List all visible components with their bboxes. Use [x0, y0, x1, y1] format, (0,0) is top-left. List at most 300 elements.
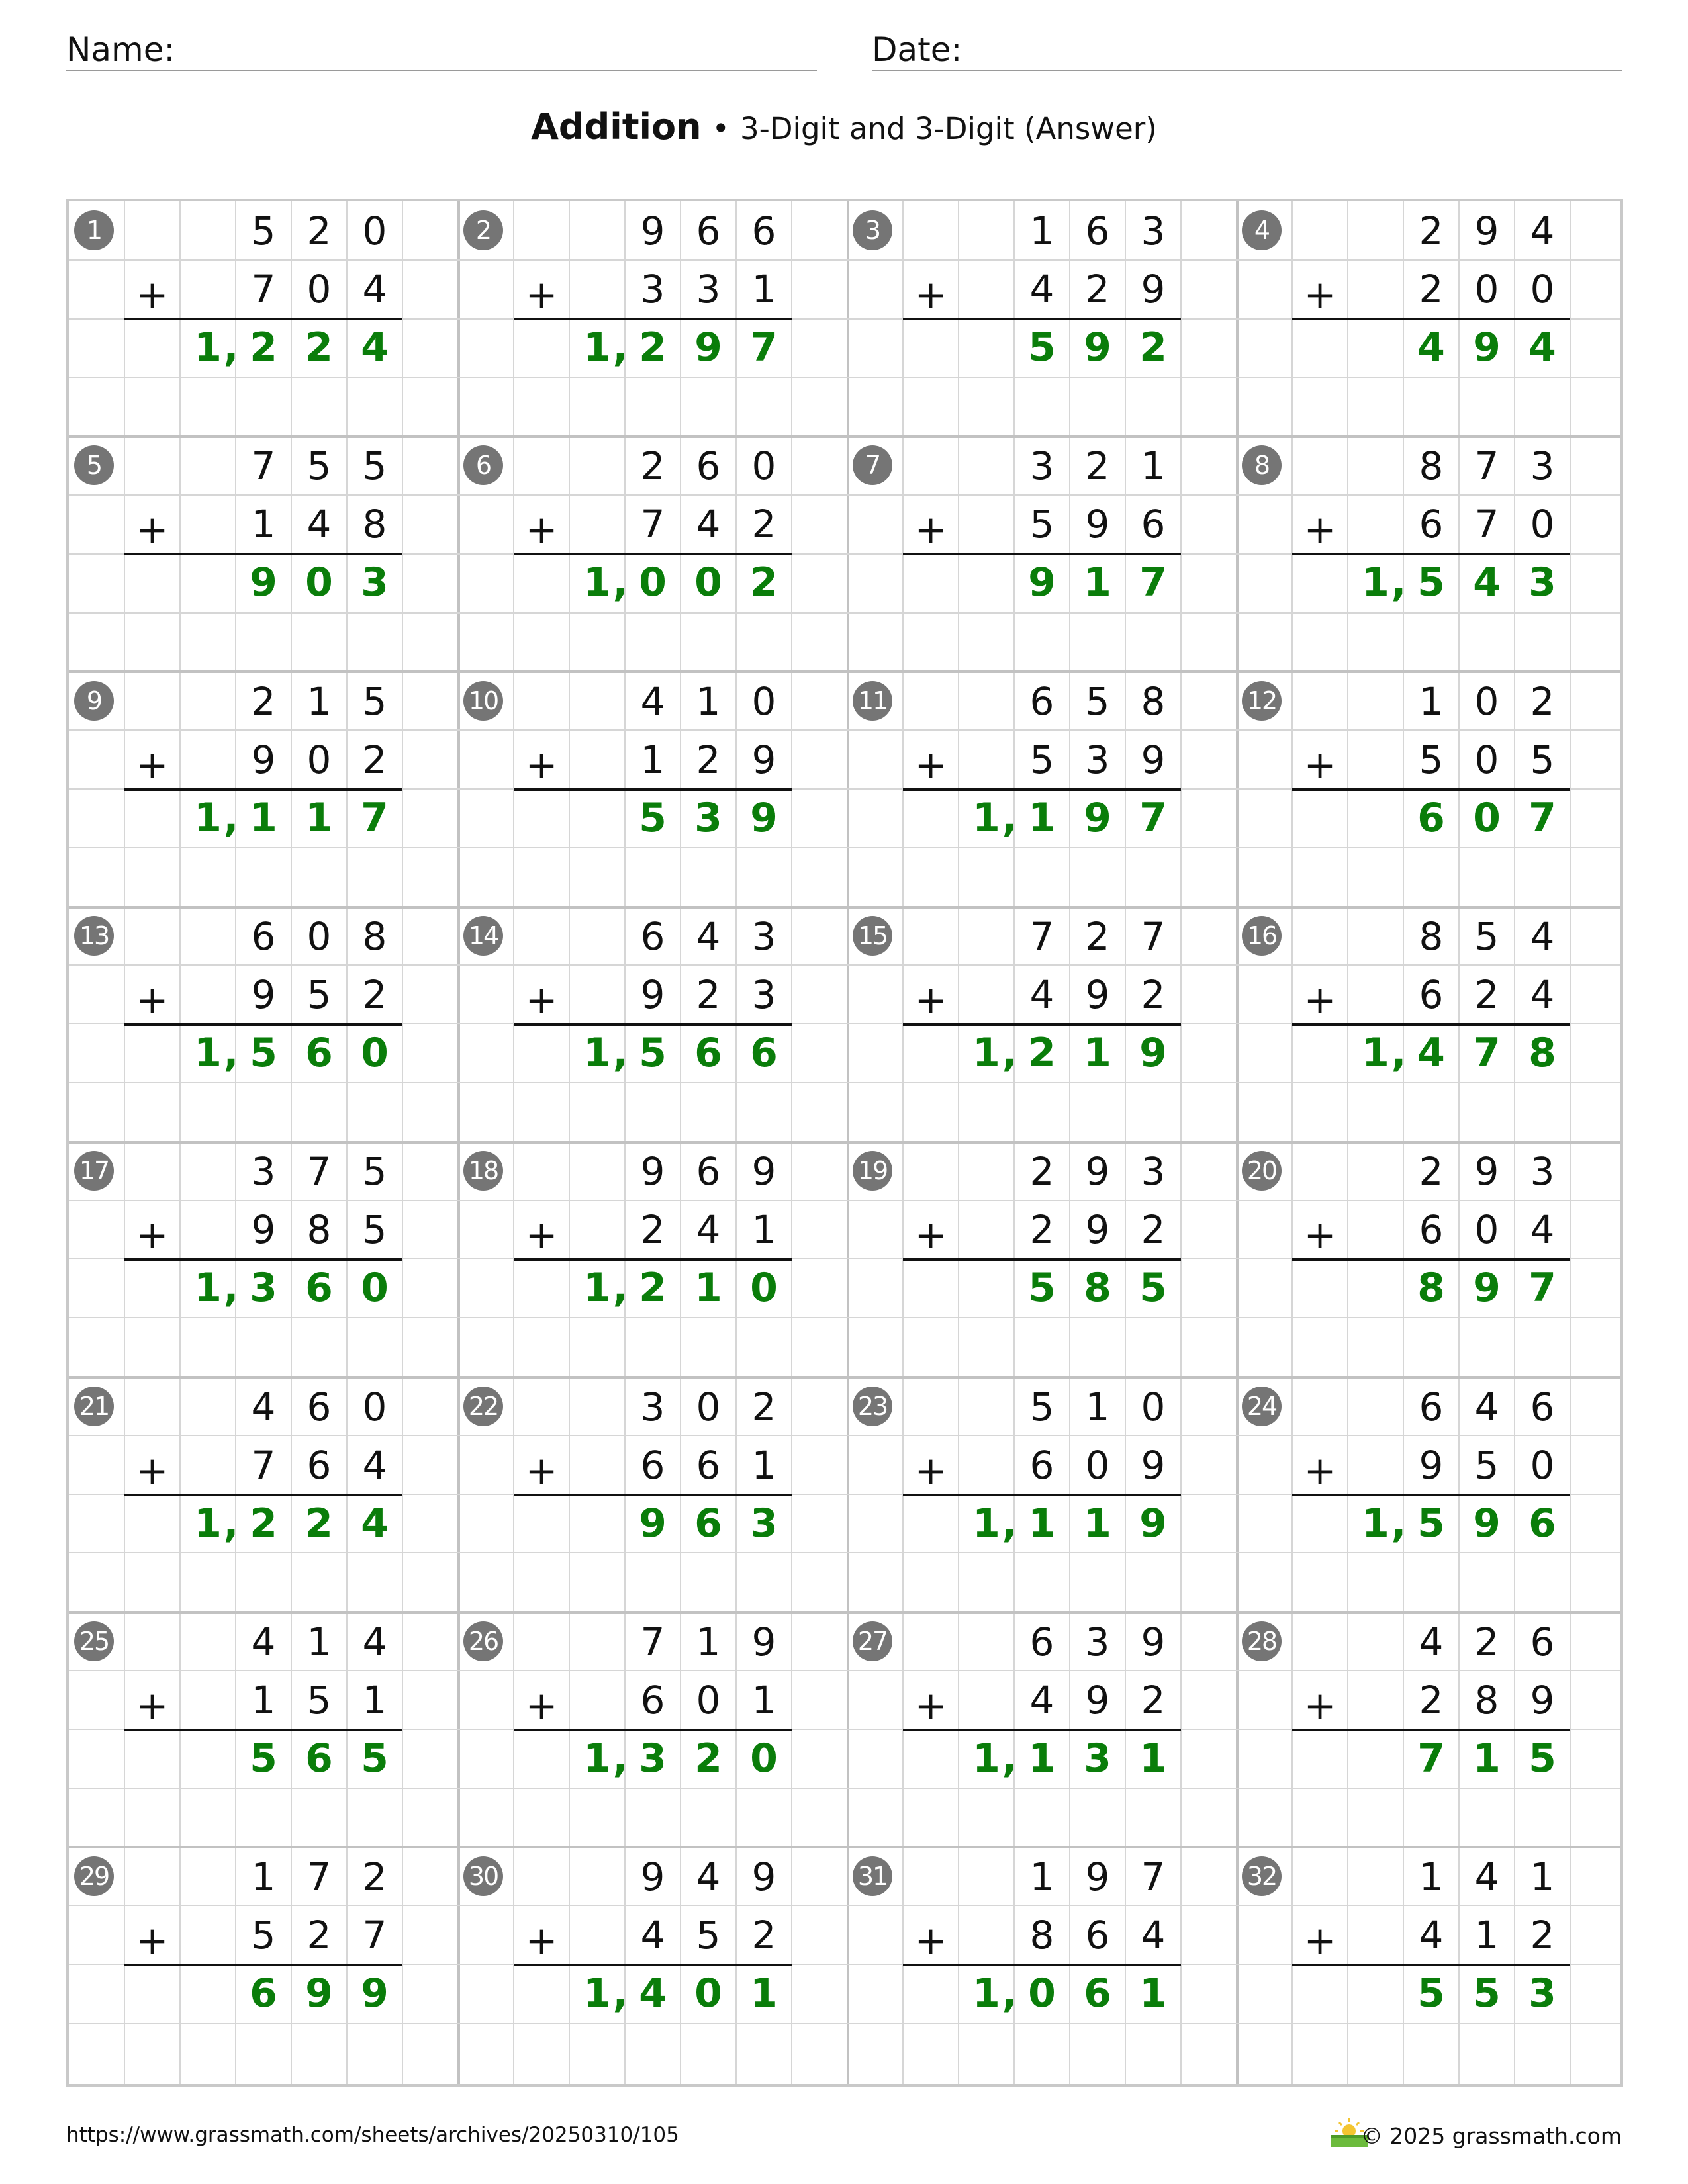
- answer-digit: 6: [694, 1500, 722, 1547]
- answer-digit: 8: [1417, 1265, 1445, 1312]
- addend-bottom-digit: 9: [251, 1207, 276, 1253]
- plus-sign: +: [136, 742, 169, 788]
- problem-17: [69, 1142, 458, 1377]
- answer-digit: 6: [305, 1029, 333, 1076]
- answer-digit: 9: [361, 1970, 389, 2017]
- answer-digit: 5: [1528, 1735, 1556, 1782]
- addend-top-digit: 2: [1419, 1149, 1444, 1195]
- answer-digit: 9: [1473, 1500, 1501, 1547]
- answer-digit: 4: [361, 1500, 389, 1547]
- answer-digit: 3: [1528, 1970, 1556, 2017]
- addend-bottom-digit: 5: [362, 1207, 387, 1253]
- addend-bottom-digit: 4: [1530, 1207, 1555, 1253]
- addend-top-digit: 0: [751, 678, 776, 724]
- answer-digit: 1: [1139, 1970, 1167, 2017]
- problem-number-badge: 14: [463, 916, 503, 956]
- answer-digit: 1: [194, 1500, 222, 1547]
- date-field[interactable]: [872, 24, 1622, 71]
- addend-top-digit: 1: [251, 1854, 276, 1900]
- problem-2: [458, 201, 847, 436]
- addend-top-digit: 3: [640, 1384, 665, 1430]
- addend-bottom-digit: 1: [751, 1442, 776, 1488]
- addend-top-digit: 5: [362, 678, 387, 724]
- addend-bottom-digit: 5: [1419, 737, 1444, 782]
- addend-bottom-digit: 2: [1530, 1913, 1555, 1958]
- addend-top-digit: 5: [1474, 913, 1499, 959]
- addend-top-digit: 0: [751, 443, 776, 489]
- answer-digit: 5: [361, 1735, 389, 1782]
- addend-bottom-digit: 9: [1085, 502, 1110, 547]
- addend-top-digit: 7: [640, 1619, 665, 1664]
- answer-digit: 7: [1417, 1735, 1445, 1782]
- addend-top-digit: 4: [251, 1384, 276, 1430]
- answer-digit: 8: [1528, 1029, 1556, 1076]
- problem-11: [847, 672, 1237, 907]
- answer-comma: ,: [612, 1970, 628, 2017]
- addend-top-digit: 6: [1085, 208, 1110, 253]
- answer-digit: 6: [750, 1029, 778, 1076]
- addend-top-digit: 7: [1029, 913, 1055, 959]
- answer-digit: 4: [1528, 324, 1556, 371]
- addend-bottom-digit: 4: [1029, 1677, 1055, 1723]
- addend-bottom-digit: 2: [1141, 1207, 1166, 1253]
- addend-top-digit: 1: [1029, 208, 1055, 253]
- answer-digit: 1: [583, 1029, 611, 1076]
- answer-digit: 0: [361, 1029, 389, 1076]
- plus-sign: +: [136, 272, 169, 317]
- addend-top-digit: 3: [1085, 1619, 1110, 1664]
- answer-comma: ,: [1391, 1500, 1407, 1547]
- problem-number-badge: 5: [74, 445, 114, 485]
- answer-comma: ,: [223, 1029, 239, 1076]
- addend-bottom-digit: 1: [1474, 1913, 1499, 1958]
- addend-bottom-digit: 7: [1474, 502, 1499, 547]
- answer-comma: ,: [223, 324, 239, 371]
- answer-digit: 7: [361, 794, 389, 841]
- addend-top-digit: 2: [306, 208, 332, 253]
- addend-top-digit: 5: [306, 443, 332, 489]
- plus-sign: +: [136, 1447, 169, 1493]
- addend-bottom-digit: 6: [1141, 502, 1166, 547]
- plus-sign: +: [136, 507, 169, 553]
- name-field[interactable]: [66, 24, 817, 71]
- addend-bottom-digit: 6: [1419, 972, 1444, 1017]
- addend-bottom-digit: 6: [1419, 502, 1444, 547]
- answer-digit: 9: [1084, 794, 1111, 841]
- addend-top-digit: 2: [1530, 678, 1555, 724]
- problem-number-badge: 8: [1242, 445, 1282, 485]
- answer-digit: 7: [1139, 559, 1167, 606]
- answer-digit: 2: [1028, 1029, 1056, 1076]
- answer-digit: 1: [583, 324, 611, 371]
- answer-comma: ,: [1002, 1735, 1017, 1782]
- answer-digit: 0: [305, 559, 333, 606]
- addend-bottom-digit: 4: [1419, 1913, 1444, 1958]
- problem-31: [847, 1847, 1237, 2082]
- answer-digit: 8: [1084, 1265, 1111, 1312]
- answer-digit: 5: [1473, 1970, 1501, 2017]
- addend-top-digit: 1: [306, 1619, 332, 1664]
- answer-digit: 1: [250, 794, 277, 841]
- plus-sign: +: [1303, 1918, 1336, 1964]
- answer-digit: 2: [305, 324, 333, 371]
- problem-number-badge: 12: [1242, 681, 1282, 721]
- addend-top-digit: 1: [1085, 1384, 1110, 1430]
- addend-top-digit: 6: [1530, 1619, 1555, 1664]
- footer-copyright: © 2025 grassmath.com: [1360, 2123, 1622, 2149]
- answer-digit: 1: [1139, 1735, 1167, 1782]
- answer-comma: ,: [223, 794, 239, 841]
- addend-top-digit: 5: [251, 208, 276, 253]
- addend-bottom-digit: 0: [1474, 267, 1499, 312]
- answer-digit: 5: [1417, 1500, 1445, 1547]
- plus-sign: +: [525, 977, 558, 1023]
- plus-sign: +: [136, 1682, 169, 1728]
- addend-bottom-digit: 5: [696, 1913, 721, 1958]
- answer-comma: ,: [612, 1029, 628, 1076]
- problem-27: [847, 1612, 1237, 1847]
- plus-sign: +: [914, 977, 947, 1023]
- addend-top-digit: 2: [1474, 1619, 1499, 1664]
- answer-digit: 0: [639, 559, 667, 606]
- answer-digit: 2: [694, 1735, 722, 1782]
- answer-digit: 9: [1473, 324, 1501, 371]
- addend-top-digit: 6: [1530, 1384, 1555, 1430]
- answer-digit: 1: [305, 794, 333, 841]
- footer-url[interactable]: https://www.grassmath.com/sheets/archives/20250310/105: [66, 2123, 679, 2147]
- answer-digit: 3: [250, 1265, 277, 1312]
- plus-sign: +: [914, 1212, 947, 1258]
- addend-top-digit: 9: [751, 1149, 776, 1195]
- addend-top-digit: 9: [1085, 1854, 1110, 1900]
- answer-digit: 9: [1473, 1265, 1501, 1312]
- answer-digit: 1: [972, 1970, 1000, 2017]
- addend-top-digit: 7: [1141, 1854, 1166, 1900]
- problem-number-badge: 6: [463, 445, 503, 485]
- addend-bottom-digit: 4: [1141, 1913, 1166, 1958]
- answer-digit: 7: [1528, 1265, 1556, 1312]
- addend-bottom-digit: 4: [1029, 267, 1055, 312]
- addend-bottom-digit: 4: [1530, 972, 1555, 1017]
- answer-digit: 3: [750, 1500, 778, 1547]
- addend-top-digit: 5: [362, 1149, 387, 1195]
- answer-digit: 4: [361, 324, 389, 371]
- answer-digit: 9: [1139, 1500, 1167, 1547]
- addend-bottom-digit: 7: [640, 502, 665, 547]
- addend-top-digit: 2: [640, 443, 665, 489]
- addend-bottom-digit: 0: [1474, 737, 1499, 782]
- answer-digit: 6: [694, 1029, 722, 1076]
- plus-sign: +: [525, 1682, 558, 1728]
- addend-top-digit: 3: [1530, 1149, 1555, 1195]
- plus-sign: +: [525, 1212, 558, 1258]
- addend-bottom-digit: 6: [696, 1442, 721, 1488]
- problem-16: [1237, 907, 1626, 1142]
- addend-top-digit: 3: [1530, 443, 1555, 489]
- addend-top-digit: 3: [1029, 443, 1055, 489]
- problem-number-badge: 25: [74, 1621, 114, 1661]
- addend-top-digit: 0: [362, 1384, 387, 1430]
- plus-sign: +: [1303, 1682, 1336, 1728]
- name-label: Name:: [66, 30, 175, 69]
- answer-digit: 5: [639, 794, 667, 841]
- answer-digit: 0: [1028, 1970, 1056, 2017]
- addend-top-digit: 0: [306, 913, 332, 959]
- addend-top-digit: 8: [362, 913, 387, 959]
- addend-top-digit: 4: [362, 1619, 387, 1664]
- addend-bottom-digit: 7: [251, 1442, 276, 1488]
- answer-digit: 1: [972, 794, 1000, 841]
- answer-digit: 4: [1417, 1029, 1445, 1076]
- answer-digit: 4: [1417, 324, 1445, 371]
- addend-bottom-digit: 5: [306, 1677, 332, 1723]
- answer-digit: 1: [972, 1500, 1000, 1547]
- answer-comma: ,: [1002, 1029, 1017, 1076]
- answer-digit: 1: [694, 1265, 722, 1312]
- problem-number-badge: 21: [74, 1387, 114, 1426]
- addend-bottom-digit: 6: [640, 1442, 665, 1488]
- plus-sign: +: [1303, 1212, 1336, 1258]
- addend-top-digit: 9: [1474, 208, 1499, 253]
- problem-7: [847, 436, 1237, 671]
- addend-top-digit: 7: [306, 1854, 332, 1900]
- problem-24: [1237, 1377, 1626, 1612]
- addend-bottom-digit: 6: [640, 1677, 665, 1723]
- addend-bottom-digit: 3: [751, 972, 776, 1017]
- addend-top-digit: 6: [696, 1149, 721, 1195]
- answer-digit: 9: [750, 794, 778, 841]
- problem-30: [458, 1847, 847, 2082]
- answer-digit: 1: [583, 1735, 611, 1782]
- answer-digit: 1: [194, 794, 222, 841]
- addend-top-digit: 3: [1141, 208, 1166, 253]
- addend-top-digit: 2: [362, 1854, 387, 1900]
- answer-comma: ,: [1002, 1500, 1017, 1547]
- answer-digit: 1: [1028, 1500, 1056, 1547]
- addend-top-digit: 2: [1085, 443, 1110, 489]
- problem-number-badge: 15: [853, 916, 892, 956]
- answer-digit: 2: [1139, 324, 1167, 371]
- problem-number-badge: 4: [1242, 210, 1282, 250]
- addend-top-digit: 9: [751, 1854, 776, 1900]
- addend-top-digit: 4: [1530, 208, 1555, 253]
- answer-digit: 2: [250, 1500, 277, 1547]
- answer-comma: ,: [223, 1265, 239, 1312]
- addend-top-digit: 9: [1141, 1619, 1166, 1664]
- answer-digit: 9: [1139, 1029, 1167, 1076]
- addend-top-digit: 1: [696, 678, 721, 724]
- addend-bottom-digit: 2: [696, 737, 721, 782]
- answer-digit: 9: [305, 1970, 333, 2017]
- problem-number-badge: 1: [74, 210, 114, 250]
- answer-digit: 5: [639, 1029, 667, 1076]
- addend-bottom-digit: 9: [1141, 267, 1166, 312]
- problem-3: [847, 201, 1237, 436]
- problem-number-badge: 30: [463, 1856, 503, 1896]
- addend-top-digit: 0: [696, 1384, 721, 1430]
- answer-digit: 2: [639, 324, 667, 371]
- addend-top-digit: 4: [1474, 1384, 1499, 1430]
- addend-bottom-digit: 5: [251, 1913, 276, 1958]
- answer-digit: 1: [1362, 1500, 1389, 1547]
- problem-10: [458, 672, 847, 907]
- answer-digit: 7: [1473, 1029, 1501, 1076]
- plus-sign: +: [136, 1212, 169, 1258]
- addend-bottom-digit: 5: [1474, 1442, 1499, 1488]
- answer-digit: 7: [750, 324, 778, 371]
- addend-bottom-digit: 1: [751, 267, 776, 312]
- addend-bottom-digit: 6: [1029, 1442, 1055, 1488]
- addend-top-digit: 1: [1029, 1854, 1055, 1900]
- answer-digit: 9: [250, 559, 277, 606]
- addend-bottom-digit: 9: [1141, 1442, 1166, 1488]
- answer-comma: ,: [1391, 1029, 1407, 1076]
- addend-top-digit: 6: [696, 443, 721, 489]
- answer-digit: 6: [250, 1970, 277, 2017]
- answer-digit: 6: [305, 1735, 333, 1782]
- problem-number-badge: 13: [74, 916, 114, 956]
- addend-bottom-digit: 8: [362, 502, 387, 547]
- answer-comma: ,: [1391, 559, 1407, 606]
- addend-bottom-digit: 2: [1141, 1677, 1166, 1723]
- answer-digit: 0: [694, 1970, 722, 2017]
- answer-comma: ,: [1002, 794, 1017, 841]
- plus-sign: +: [914, 507, 947, 553]
- answer-comma: ,: [612, 1735, 628, 1782]
- addend-top-digit: 1: [1530, 1854, 1555, 1900]
- addend-top-digit: 1: [306, 678, 332, 724]
- answer-digit: 6: [1084, 1970, 1111, 2017]
- problem-29: [69, 1847, 458, 2082]
- addend-top-digit: 6: [751, 208, 776, 253]
- addend-bottom-digit: 0: [1530, 1442, 1555, 1488]
- answer-digit: 2: [250, 324, 277, 371]
- answer-digit: 1: [1473, 1735, 1501, 1782]
- answer-digit: 5: [1417, 559, 1445, 606]
- addend-bottom-digit: 1: [751, 1677, 776, 1723]
- answer-comma: ,: [612, 1265, 628, 1312]
- answer-digit: 6: [1417, 794, 1445, 841]
- addend-top-digit: 4: [1530, 913, 1555, 959]
- addend-bottom-digit: 0: [1530, 267, 1555, 312]
- answer-digit: 1: [972, 1029, 1000, 1076]
- addend-top-digit: 4: [1419, 1619, 1444, 1664]
- problem-number-badge: 20: [1242, 1151, 1282, 1191]
- problem-23: [847, 1377, 1237, 1612]
- plus-sign: +: [1303, 1447, 1336, 1493]
- problem-22: [458, 1377, 847, 1612]
- addend-top-digit: 7: [251, 443, 276, 489]
- addend-bottom-digit: 2: [1141, 972, 1166, 1017]
- answer-digit: 7: [1528, 794, 1556, 841]
- title-main: Addition: [531, 106, 702, 148]
- addend-bottom-digit: 3: [1085, 737, 1110, 782]
- addend-bottom-digit: 1: [640, 737, 665, 782]
- addend-bottom-digit: 2: [1419, 267, 1444, 312]
- addend-bottom-digit: 0: [1530, 502, 1555, 547]
- addend-bottom-digit: 8: [306, 1207, 332, 1253]
- addend-top-digit: 7: [1474, 443, 1499, 489]
- addend-bottom-digit: 9: [1419, 1442, 1444, 1488]
- answer-digit: 4: [1473, 559, 1501, 606]
- addend-bottom-digit: 3: [640, 267, 665, 312]
- answer-digit: 5: [250, 1735, 277, 1782]
- addend-top-digit: 2: [751, 1384, 776, 1430]
- addend-bottom-digit: 9: [640, 972, 665, 1017]
- answer-digit: 5: [1028, 324, 1056, 371]
- answer-digit: 1: [1084, 1500, 1111, 1547]
- problem-number-badge: 24: [1242, 1387, 1282, 1426]
- answer-digit: 5: [1139, 1265, 1167, 1312]
- plus-sign: +: [136, 977, 169, 1023]
- problem-9: [69, 672, 458, 907]
- addend-top-digit: 0: [1474, 678, 1499, 724]
- addend-top-digit: 9: [640, 208, 665, 253]
- answer-digit: 1: [1028, 794, 1056, 841]
- answer-digit: 1: [1362, 1029, 1389, 1076]
- addend-bottom-digit: 2: [362, 737, 387, 782]
- addend-top-digit: 6: [696, 208, 721, 253]
- answer-digit: 9: [639, 1500, 667, 1547]
- addend-bottom-digit: 5: [1029, 502, 1055, 547]
- plus-sign: +: [1303, 742, 1336, 788]
- addend-top-digit: 8: [1141, 678, 1166, 724]
- addend-top-digit: 9: [1474, 1149, 1499, 1195]
- problem-number-badge: 17: [74, 1151, 114, 1191]
- addend-top-digit: 6: [640, 913, 665, 959]
- addend-top-digit: 9: [640, 1854, 665, 1900]
- addend-bottom-digit: 9: [251, 737, 276, 782]
- answer-digit: 3: [1084, 1735, 1111, 1782]
- addend-top-digit: 6: [1419, 1384, 1444, 1430]
- problem-number-badge: 11: [853, 681, 892, 721]
- addend-top-digit: 4: [251, 1619, 276, 1664]
- answer-comma: ,: [612, 324, 628, 371]
- addend-top-digit: 8: [1419, 913, 1444, 959]
- answer-comma: ,: [612, 559, 628, 606]
- problem-number-badge: 9: [74, 681, 114, 721]
- addend-bottom-digit: 0: [1085, 1442, 1110, 1488]
- problem-32: [1237, 1847, 1626, 2082]
- addend-top-digit: 1: [1419, 1854, 1444, 1900]
- addend-top-digit: 5: [1085, 678, 1110, 724]
- answer-digit: 1: [1084, 1029, 1111, 1076]
- answer-digit: 0: [1473, 794, 1501, 841]
- addend-bottom-digit: 1: [751, 1207, 776, 1253]
- problem-number-badge: 27: [853, 1621, 892, 1661]
- plus-sign: +: [1303, 272, 1336, 317]
- addend-top-digit: 9: [640, 1149, 665, 1195]
- answer-digit: 3: [1528, 559, 1556, 606]
- problem-5: [69, 436, 458, 671]
- plus-sign: +: [525, 507, 558, 553]
- plus-sign: +: [914, 1682, 947, 1728]
- addend-top-digit: 1: [1141, 443, 1166, 489]
- answer-digit: 5: [1417, 1970, 1445, 2017]
- plus-sign: +: [525, 1447, 558, 1493]
- problem-8: [1237, 436, 1626, 671]
- addend-bottom-digit: 2: [362, 972, 387, 1017]
- problem-4: [1237, 201, 1626, 436]
- addend-top-digit: 0: [1141, 1384, 1166, 1430]
- addend-bottom-digit: 2: [1085, 267, 1110, 312]
- plus-sign: +: [914, 742, 947, 788]
- addend-top-digit: 9: [1085, 1149, 1110, 1195]
- addend-bottom-digit: 4: [640, 1913, 665, 1958]
- answer-comma: ,: [1002, 1970, 1017, 2017]
- answer-digit: 9: [694, 324, 722, 371]
- addend-bottom-digit: 9: [1141, 737, 1166, 782]
